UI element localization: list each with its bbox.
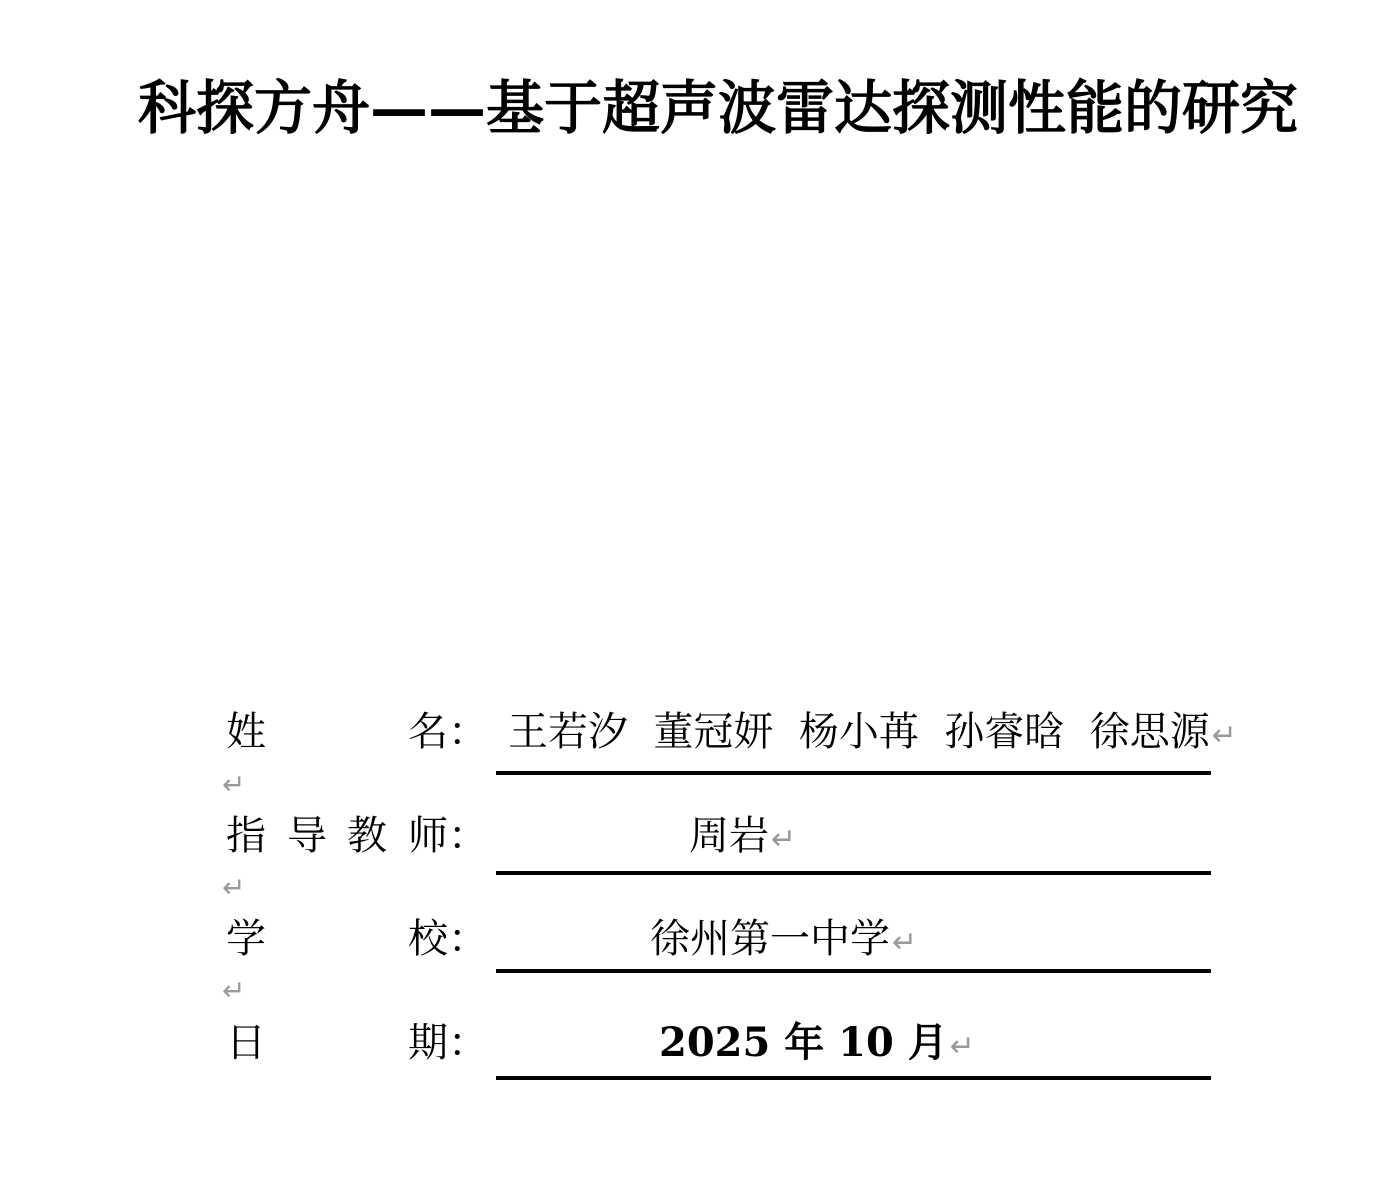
advisor-label-char-1: 指: [226, 813, 266, 859]
advisor-label: [226, 811, 488, 861]
date-label-char-1: 日: [226, 1020, 266, 1066]
date-underline: [496, 1076, 1211, 1080]
name-value-text: 王若汐 董冠妍 杨小苒 孙睿晗 徐思源: [508, 709, 1210, 755]
school-label-char-1: 学: [226, 916, 266, 962]
advisor-underline: [496, 871, 1211, 875]
empty-paragraph-mark-icon: ↵: [222, 974, 246, 1007]
school-value: [650, 914, 917, 968]
name-label-char-2: 名: [408, 709, 448, 755]
paragraph-mark-icon: ↵: [1211, 718, 1237, 753]
date-label-colon: ：: [448, 1020, 488, 1066]
school-label: [226, 914, 488, 964]
date-label: [226, 1018, 488, 1068]
date-label-char-2: 期: [408, 1020, 448, 1066]
empty-paragraph-mark-icon: ↵: [222, 871, 246, 904]
advisor-value: [689, 811, 796, 865]
advisor-label-char-2: 导: [287, 813, 327, 859]
school-label-colon: ：: [448, 916, 488, 962]
date-value: [659, 1018, 975, 1072]
paragraph-mark-icon: ↵: [949, 1029, 975, 1064]
name-underline: [496, 771, 1211, 775]
name-label-colon: ：: [448, 709, 488, 755]
name-label-char-1: 姓: [226, 709, 266, 755]
school-underline: [496, 969, 1211, 973]
name-value: [508, 707, 1237, 761]
empty-paragraph-mark-icon: ↵: [222, 768, 246, 801]
advisor-label-char-4: 师: [408, 813, 448, 859]
paragraph-mark-icon: ↵: [892, 925, 918, 960]
paragraph-mark-icon: ↵: [771, 822, 797, 857]
school-value-text: 徐州第一中学: [650, 916, 890, 962]
advisor-label-char-3: 教: [347, 813, 387, 859]
date-value-text: 2025 年 10 月: [659, 1019, 948, 1066]
school-label-char-2: 校: [408, 916, 448, 962]
document-title: 科探方舟——基于超声波雷达探测性能的研究: [138, 74, 1299, 142]
advisor-label-colon: ：: [448, 813, 488, 859]
advisor-value-text: 周岩: [689, 813, 769, 859]
name-label: [226, 707, 488, 757]
